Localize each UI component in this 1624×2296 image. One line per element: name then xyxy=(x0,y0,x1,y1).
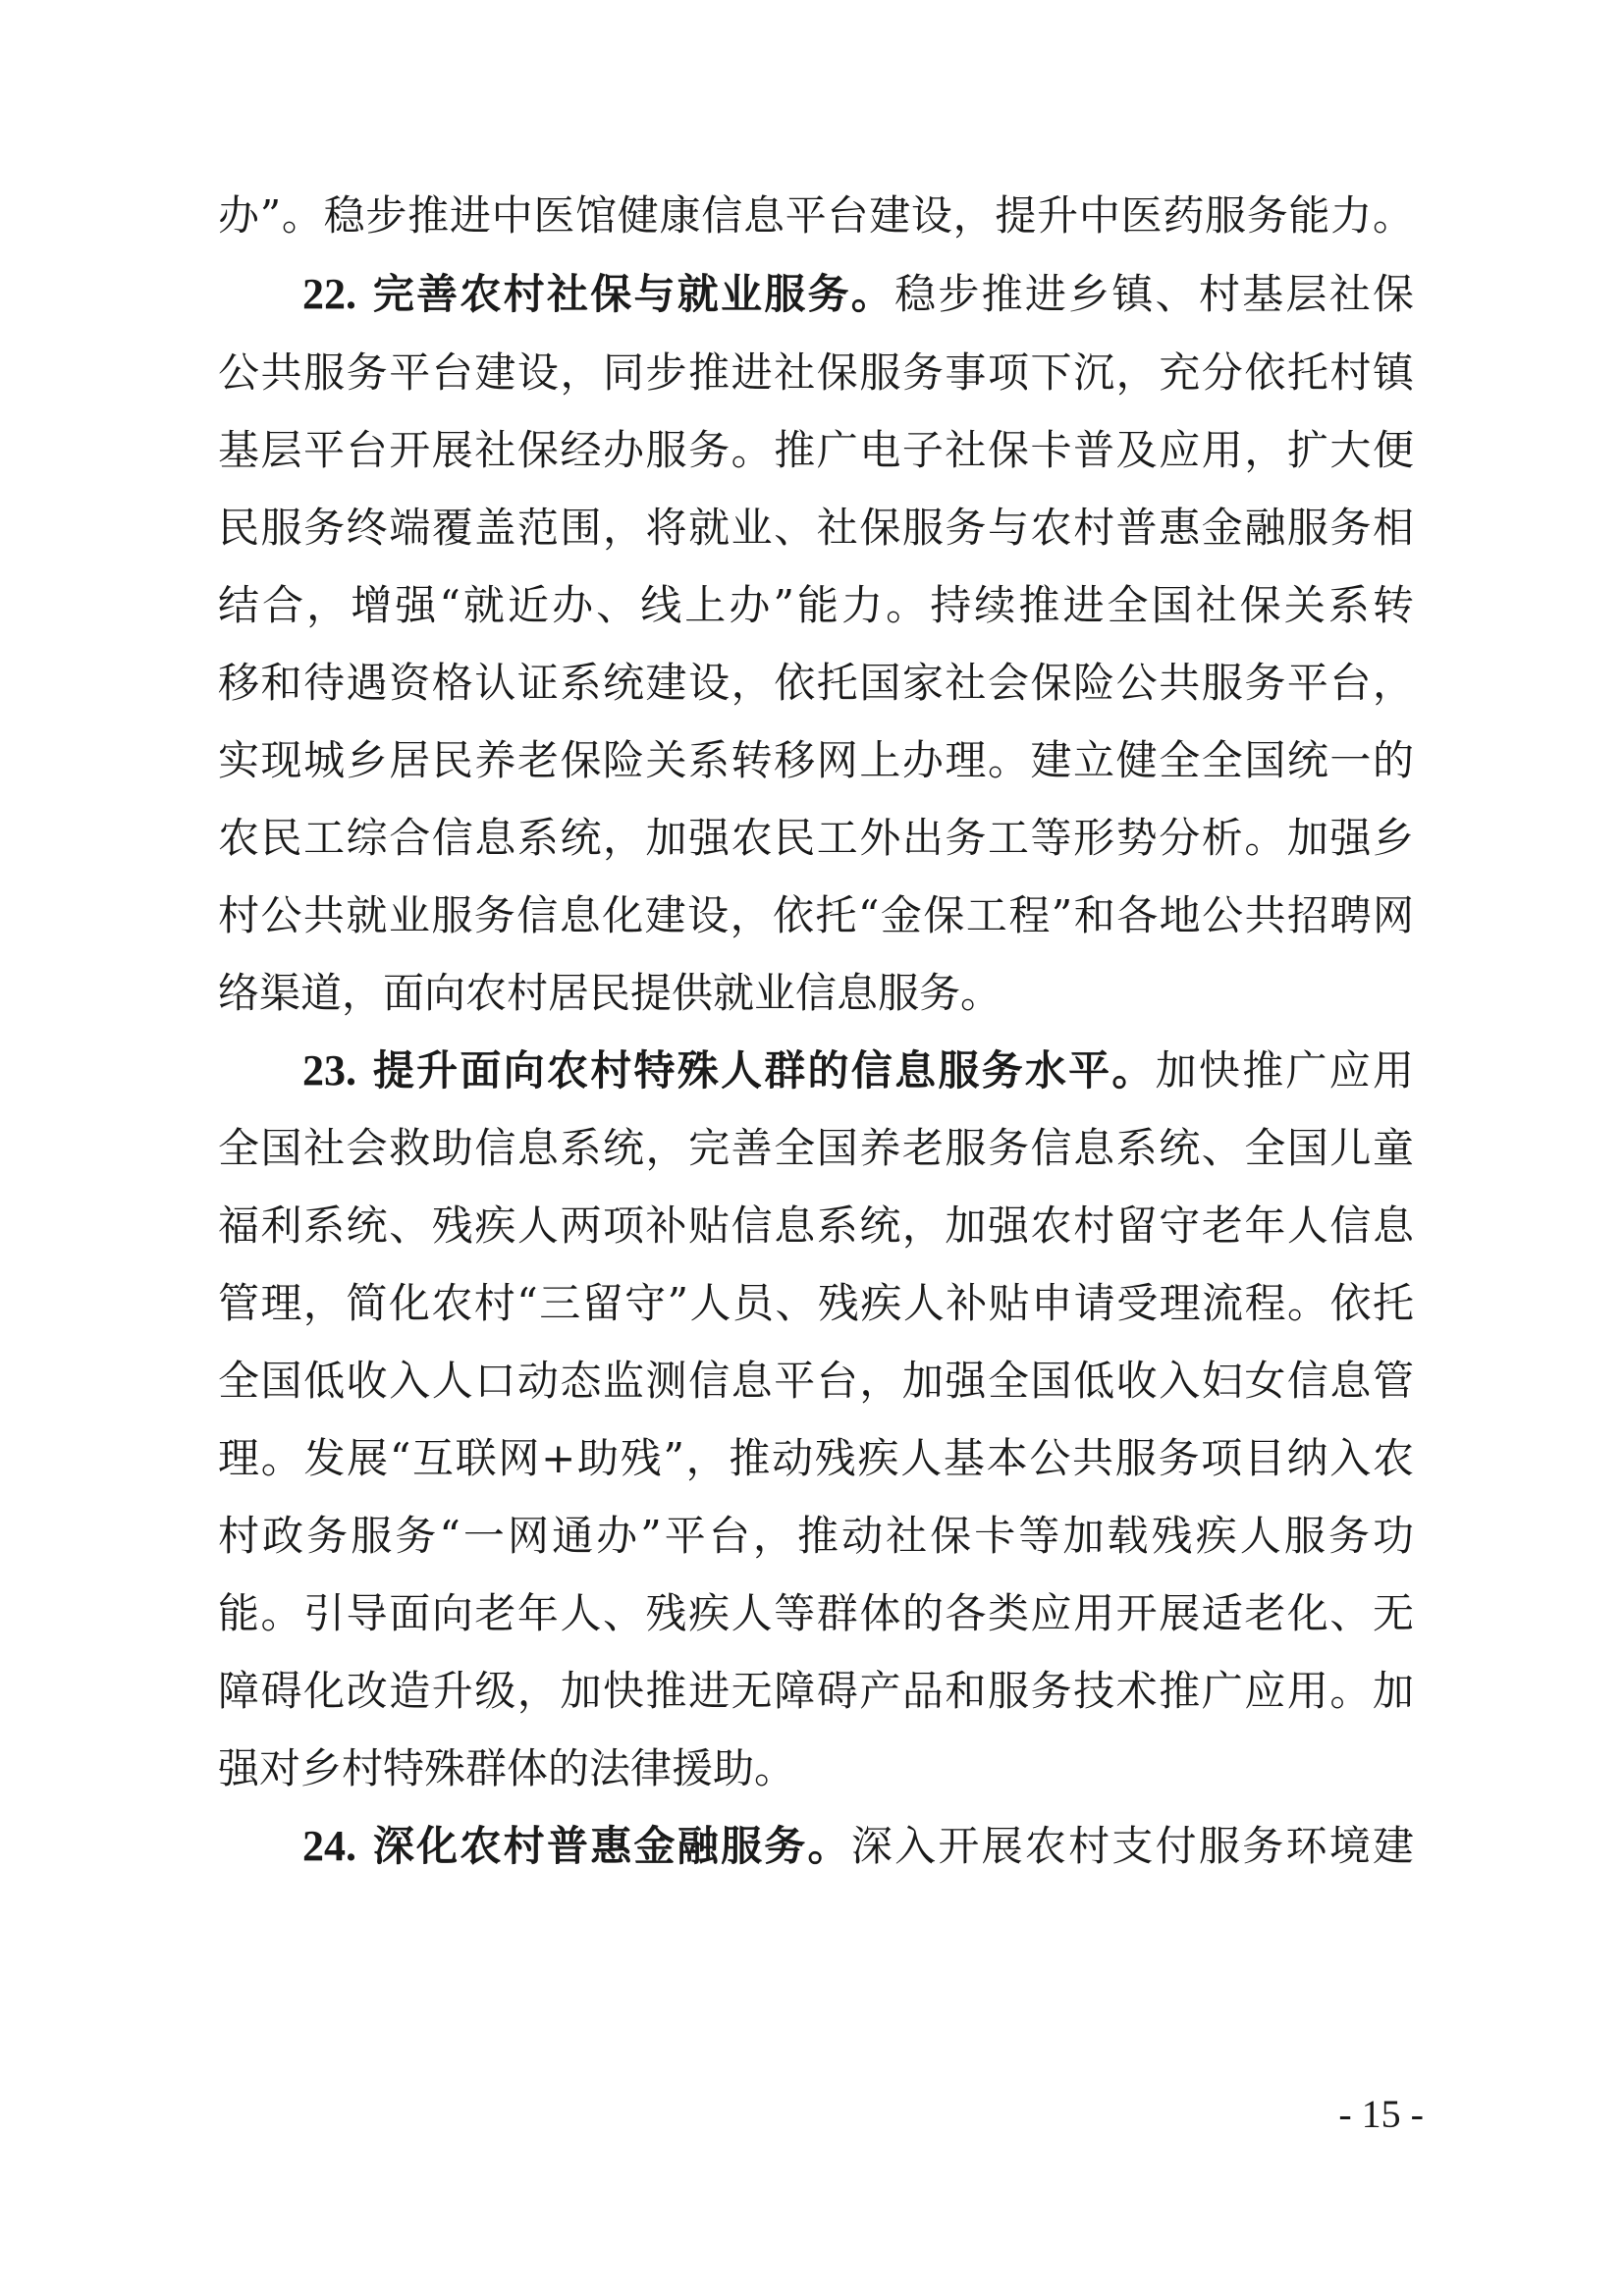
text-line: 办”。稳步推进中医馆健康信息平台建设，提升中医药服务能力。 xyxy=(218,191,1414,240)
text-line: 农民工综合信息系统，加强农民工外出务工等形势分析。加强乡 xyxy=(218,814,1414,862)
text-line: 村政务服务“一网通办”平台，推动社保卡等加载残疾人服务功 xyxy=(218,1512,1414,1560)
text-line: 结合，增强“就近办、线上办”能力。持续推进全国社保关系转 xyxy=(218,581,1414,629)
text-run: 稳步推进乡镇、村基层社保 xyxy=(894,270,1414,318)
text-line: 全国低收入人口动态监测信息平台，加强全国低收入妇女信息管 xyxy=(218,1357,1414,1405)
section-heading-line xyxy=(302,1817,1414,1876)
text-line: 络渠道，面向农村居民提供就业信息服务。 xyxy=(218,969,1002,1017)
text-line: 理。发展“互联网+助残”，推动残疾人基本公共服务项目纳入农 xyxy=(218,1434,1414,1482)
text-line: 管理，简化农村“三留守”人员、残疾人补贴申请受理流程。依托 xyxy=(218,1279,1414,1327)
section-title: 提升面向农村特殊人群的信息服务水平。 xyxy=(356,1046,1156,1095)
text-line: 障碍化改造升级，加快推进无障碍产品和服务技术推广应用。加 xyxy=(218,1667,1414,1715)
section-title: 深化农村普惠金融服务。 xyxy=(356,1822,851,1870)
text-line: 能。引导面向老年人、残疾人等群体的各类应用开展适老化、无 xyxy=(218,1589,1414,1637)
section-heading-line xyxy=(302,265,1414,324)
text-line: 强对乡村特殊群体的法律援助。 xyxy=(218,1744,796,1792)
section-heading-line xyxy=(302,1041,1414,1100)
text-line: 基层平台开展社保经办服务。推广电子社保卡普及应用，扩大便 xyxy=(218,426,1414,474)
text-line: 公共服务平台建设，同步推进社保服务事项下沉，充分依托村镇 xyxy=(218,348,1414,397)
section-number: 23. xyxy=(302,1046,356,1095)
section-number: 24. xyxy=(302,1822,356,1870)
text-run: 深入开展农村支付服务环境建 xyxy=(850,1822,1414,1870)
text-line: 福利系统、残疾人两项补贴信息系统，加强农村留守老年人信息 xyxy=(218,1201,1414,1250)
text-run: 加快推广应用 xyxy=(1155,1046,1414,1095)
text-line: 实现城乡居民养老保险关系转移网上办理。建立健全全国统一的 xyxy=(218,736,1414,784)
text-line: 全国社会救助信息系统，完善全国养老服务信息系统、全国儿童 xyxy=(218,1124,1414,1172)
section-title: 完善农村社保与就业服务。 xyxy=(356,270,895,318)
page-number: - 15 - xyxy=(1338,2092,1424,2136)
text-line: 移和待遇资格认证系统建设，依托国家社会保险公共服务平台， xyxy=(218,659,1414,707)
section-number: 22. xyxy=(302,270,356,318)
text-line: 民服务终端覆盖范围，将就业、社保服务与农村普惠金融服务相 xyxy=(218,504,1414,552)
text-line: 村公共就业服务信息化建设，依托“金保工程”和各地公共招聘网 xyxy=(218,891,1414,939)
